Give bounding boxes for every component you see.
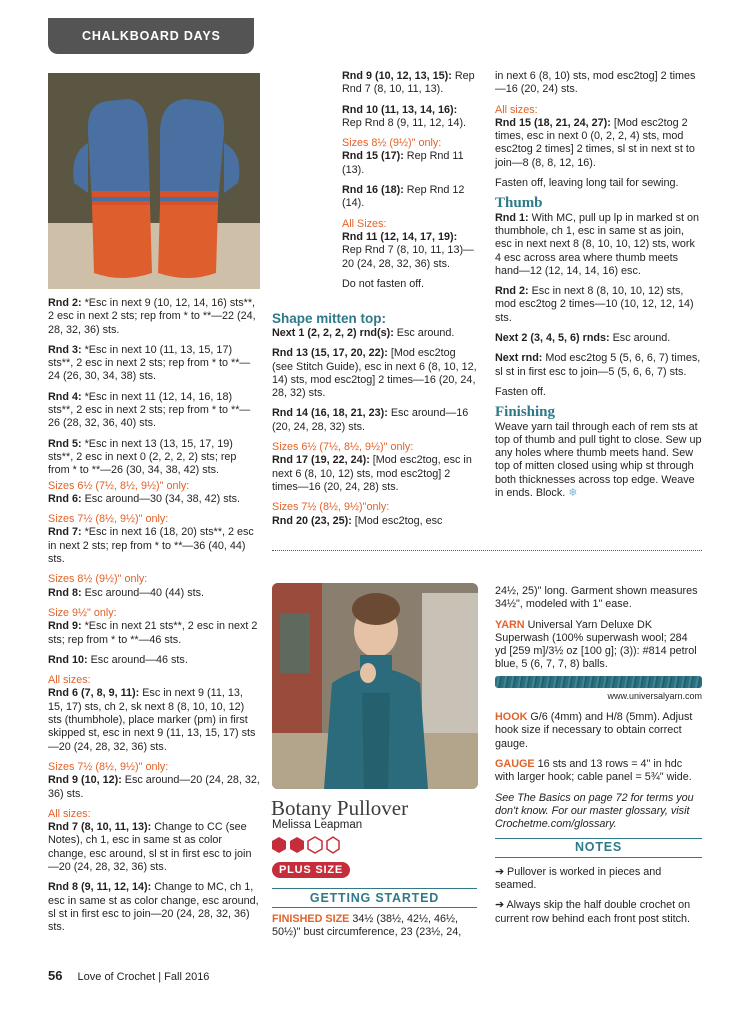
size-heading: Sizes 7½ (8½, 9½)"only: xyxy=(272,501,390,514)
size-heading: Sizes 8½ (9½)" only: xyxy=(342,137,442,150)
row-label: Rnd 2: xyxy=(48,297,82,309)
difficulty-hex-icons xyxy=(270,836,340,854)
snowflake-icon: ❄ xyxy=(568,487,578,500)
getting-started-heading: GETTING STARTED xyxy=(272,888,477,908)
pattern-column-2-top: Rnd 9 (10, 12, 13, 15): Rep Rnd 7 (8, 10, 11, 13). Rnd 10 (11, 13, 14, 16): Rep Rnd 8 (9, 11, 12, 14). Sizes 8½ (9½)" only: Rnd 15 (17): Rep Rnd 11 (13). Rnd 16 (18): Rep Rnd 12 (14). All Sizes: Rnd 11 (12, 14, 17, 19): Rep Rnd 7 (8, 10, 11, 13)—20 (24, 28, 32, 36) sts. Do not fasten off. xyxy=(342,70,477,298)
designer-name: Melissa Leapman xyxy=(272,819,363,831)
row-label: Rnd 5: xyxy=(48,437,82,450)
page-number: 56 xyxy=(48,968,63,983)
size-heading: Size 9½" only: xyxy=(48,606,117,619)
arrow-icon: ➔ xyxy=(495,899,505,912)
page-footer: 56 Love of Crochet | Fall 2016 xyxy=(48,968,210,983)
magazine-name: Love of Crochet xyxy=(77,971,156,983)
difficulty-rating xyxy=(270,836,340,859)
finishing-heading: Finishing xyxy=(495,404,556,421)
section-divider xyxy=(272,550,702,551)
size-heading: All sizes: xyxy=(495,103,538,116)
finished-size: FINISHED SIZE 34½ (38½, 42½, 46½, 50½)" bust circumference, 23 (23½, 24, xyxy=(272,913,462,939)
shape-mitten-heading: Shape mitten top: xyxy=(272,311,386,326)
pattern-column-2-bottom: Shape mitten top: Next 1 (2, 2, 2, 2) rnd(s): Esc around. Rnd 13 (15, 17, 20, 22): [Mod esc2tog (see Stitch Guide), esc in next 6 (8, 10, 12, 14) sts, mod esc2tog] 2 times—16 (20, 24, 28, 32) sts. Rnd 14 (16, 18, 21, 23): Esc around—16 (20, 24, 28, 32) sts. Sizes 6½ (7½, 8½, 9½)" only: Rnd 17 (19, 22, 24): [Mod esc2tog, esc in next 6 (8, 10, 12) sts, mod esc2tog] 2 times—16 (20, 24, 28) sts. Sizes 7½ (8½, 9½)"only: Rnd 20 (23, 25): [Mod esc2tog, esc xyxy=(272,311,477,527)
pattern-column-3: in next 6 (8, 10) sts, mod esc2tog] 2 times—16 (20, 24) sts. All sizes: Rnd 15 (18, 21, 24, 27): [Mod esc2tog 2 times, esc in next 0 (0, 2, 2, 4) sts, mod esc2tog 2 times] 2 times, sl st in next st to join—8 (8, 8, 12, 16). Fasten off, leaving long tail for sewing. Thumb Rnd 1: With MC, pull up lp in marked st on thumbhole, ch 1, esc in same st as join, esc in next next 8 (8, 10, 10, 12) sts, work 4 esc across area where thumb meets hand—12 (12, 14, 14, 16) esc. Rnd 2: Esc in next 8 (8, 10, 10, 12) sts, mod esc2tog 2 times—10 (10, 12, 12, 14) sts. Next 2 (3, 4, 5, 6) rnds: Esc around. Next rnd: Mod esc2tog 5 (5, 6, 6, 7) times, sl st in first esc to join—5 (5, 6, 6, 7) sts. Fasten off. Finishing Weave yarn tail through each of rem sts at top of thumb and pull tight to close. Sew up any holes where thumb meets hand. Sew top of mitten closed using whip st through both thicknesses across top edge. Weave in ends. Block. ❄ xyxy=(495,70,702,500)
yarn-url: www.universalyarn.com xyxy=(607,690,702,701)
size-heading: All sizes: xyxy=(48,807,91,820)
plus-size-badge: PLUS SIZE xyxy=(272,862,350,878)
yarn-swatch xyxy=(495,676,702,688)
mittens-illustration xyxy=(48,73,260,289)
size-heading: Sizes 7½ (8½, 9½)" only: xyxy=(48,760,169,773)
thumb-heading: Thumb xyxy=(495,195,543,212)
pullover-illustration xyxy=(272,583,478,789)
arrow-icon: ➔ xyxy=(495,865,505,878)
row-label: Rnd 3: xyxy=(48,343,82,356)
pattern-title: Botany Pullover xyxy=(271,796,409,820)
size-heading: Sizes 8½ (9½)" only: xyxy=(48,573,148,586)
size-heading: Sizes 6½ (7½, 8½, 9½)" only: xyxy=(272,441,414,454)
section-tab: CHALKBOARD DAYS xyxy=(48,18,254,54)
issue-date: Fall 2016 xyxy=(164,971,210,983)
notes-heading: NOTES xyxy=(495,838,702,857)
size-heading: Sizes 7½ (8½, 9½)" only: xyxy=(48,513,169,526)
row-label: Rnd 4: xyxy=(48,390,82,403)
pattern-column-4: 24½, 25)" long. Garment shown measures 34½", modeled with 1" ease. YARN Universal Yarn Deluxe DK Superwash (100% superwash wool; 284 yd [259 m]/3½ oz [100 g]; (3)): #814 petrol blue, 5 (6, 7, 7, 8) balls. www.universalyarn.com HOOK G/6 (4mm) and H/8 (5mm). Adjust hook size if necessary to obtain correct gauge. GAUGE 16 sts and 13 rows = 4" in hdc with larger hook; cable panel = 5¾" wide. See The Basics on page 72 for terms you don't know. For our master glossary, visit Crochetme.com/glossary. NOTES ➔ Pullover is worked in pieces and seamed. ➔ Always skip the half double crochet on current row behind each front post stitch. xyxy=(495,585,702,925)
size-heading: All Sizes: xyxy=(342,217,387,230)
size-heading: All sizes: xyxy=(48,674,91,687)
pattern-column-1: Rnd 2: *Esc in next 9 (10, 12, 14, 16) sts**, 2 esc in next 2 sts; rep from * to **—22 (24, 28, 32, 36) sts. Rnd 3: *Esc in next 10 (11, 13, 15, 17) sts**, 2 esc in next 2 sts; rep from * to **—24 (26, 30, 34, 38) sts. Rnd 4: *Esc in next 11 (12, 14, 16, 18) sts**, 2 esc in next 2 sts; rep from * to **—26 (28, 32, 36, 40) sts. Rnd 5: *Esc in next 13 (13, 15, 17, 19) sts**, 2 esc in next 0 (2, 2, 2, 2) sts; rep from * to **—26 (30, 34, 38, 42) sts. Sizes 6½ (7½, 8½, 9½)" only: Rnd 6: Esc around—30 (34, 38, 42) sts. Sizes 7½ (8½, 9½)" only: Rnd 7: *Esc in next 16 (18, 20) sts**, 2 esc in next 2 sts; rep from * to **—36 (40, 44) sts. Sizes 8½ (9½)" only: Rnd 8: Esc around—40 (44) sts. Size 9½" only: Rnd 9: *Esc in next 21 sts**, 2 esc in next 2 sts; rep from * to **—46 sts. Rnd 10: Esc around—46 sts. All sizes: Rnd 6 (7, 8, 9, 11): Esc in next 9 (11, 13, 15, 17) sts, ch 2, sk next 8 (8, 10, 10, 12) sts (thumbhole), place marker (pm) in first skipped st, esc in next 9 (11, 13, 15, 17) sts—20 (24, 28, 32, 36) sts. Sizes 7½ (8½, 9½)" only: Rnd 9 (10, 12): Esc around—20 (24, 28, 32, 36) sts. All sizes: Rnd 7 (8, 10, 11, 13): Change to CC (see Notes), ch 1, esc in same st as color change, esc around, sl st in first esc to join—20 (24, 28, 32, 36) sts. Rnd 8 (9, 11, 12, 14): Change to MC, ch 1, esc in same st as color change, esc around, sl st in first esc to join—20 (24, 28, 32, 36) sts. xyxy=(48,297,260,934)
pullover-photo xyxy=(272,583,478,789)
mittens-photo xyxy=(48,73,260,289)
size-heading: Sizes 6½ (7½, 8½, 9½)" only: xyxy=(48,479,190,492)
